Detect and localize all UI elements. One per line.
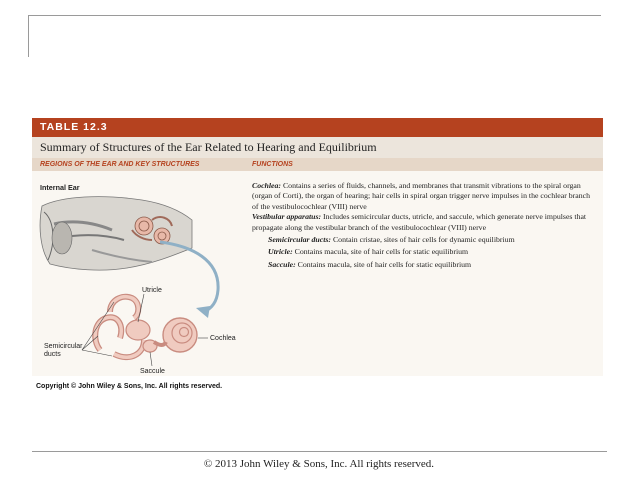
region-internal-ear: Internal Ear (40, 183, 80, 192)
label-cochlea: Cochlea (210, 335, 236, 342)
column-headers (32, 158, 603, 171)
saccule-entry: Saccule: Contains macula, site of hair cells for static equilibrium (268, 259, 472, 269)
label-utricle: Utricle (142, 287, 162, 294)
label-semicircular-1: Semicircular (44, 343, 83, 350)
slide-frame-left (28, 15, 29, 57)
col-functions-header: FUNCTIONS (252, 161, 293, 168)
inner-ear-illustration (32, 190, 247, 376)
cochlea-entry: Cochlea: Contains a series of fluids, channels, and membranes that transmit vibrations to the spiral organ (organ of Corti), the organ of hearing; hair cells in spiral organ trigger nerve impulses in the cochlear branch of the vestibulocochlear (VIII) nerve (252, 181, 590, 211)
semicircular-term: Semicircular ducts: (268, 235, 332, 245)
table-copyright: Copyright © John Wiley & Sons, Inc. All rights reserved. (36, 383, 223, 390)
table-12-3 (32, 118, 603, 376)
semicircular-entry: Semicircular ducts: Contain cristae, sites of hair cells for dynamic equilibrium (268, 235, 515, 245)
slide-frame-bottom (32, 451, 607, 452)
table-title: Summary of Structures of the Ear Related to Hearing and Equilibrium (32, 137, 603, 158)
slide-frame-top (28, 15, 601, 16)
col-regions-header: REGIONS OF THE EAR AND KEY STRUCTURES (40, 161, 200, 168)
vestibular-term: Vestibular apparatus: (252, 212, 322, 222)
functions-text (252, 181, 598, 270)
cochlea-term: Cochlea: (252, 181, 282, 190)
utricle-entry: Utricle: Contains macula, site of hair cells for static equilibrium (268, 247, 469, 257)
inner-ear-enlarged (95, 297, 197, 357)
table-label: TABLE 12.3 (32, 118, 603, 137)
vestibular-entry: Vestibular apparatus: Includes semicircular ducts, utricle, and saccule, which generate nerve impulses that propagate along the vestibular branch of the vestibulocochlear (VIII) nerve (252, 212, 587, 232)
utricle-term: Utricle: (268, 247, 293, 257)
slide-footer: © 2013 John Wiley & Sons, Inc. All rights reserved. (203, 458, 435, 470)
zoom-arrowhead (196, 306, 210, 318)
saccule-term: Saccule: (268, 259, 296, 269)
label-saccule: Saccule (140, 368, 165, 375)
label-semicircular-2: ducts (44, 351, 61, 358)
